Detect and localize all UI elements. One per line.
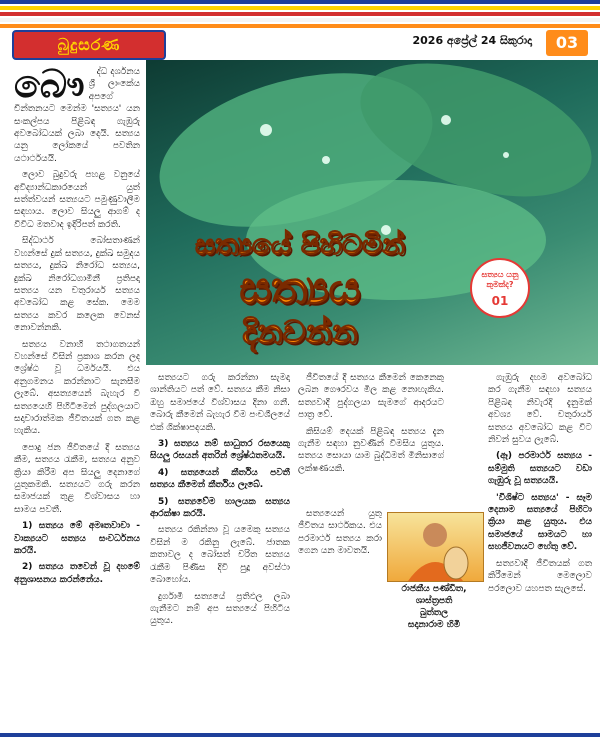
masthead-title: බුදුසරණ bbox=[57, 35, 121, 54]
column2-paragraph: සත්‍යයට ගරු කරන්නා සැමදා ශාන්තියට පත් වේ. සත්‍යය කීම නිසා ඔහු සමාජයේ විශ්වාසය දිනා ගනී. බොරු කීමෙන් බැහැර වීම පංචශීලයේ එක් ශික්ෂාපදයකි. bbox=[150, 373, 290, 433]
headline-line-1: සත්‍යයේ පිහිටමින් bbox=[195, 228, 405, 261]
author-photo bbox=[387, 512, 484, 582]
author-caption bbox=[384, 583, 484, 631]
column3-paragraph: කිසියම් දෙයක් පිළිබඳ සත්‍යය දැන ගැනීම සඳහා නුවණින් විමසිය යුතුය. සත්‍යය සොයා යාම බුද්ධිමත් මිනිසාගේ ලක්ෂණයකි. bbox=[298, 426, 444, 474]
header-stripe-orange bbox=[0, 24, 600, 28]
column1-paragraph: පොදු ජන ජීවිතයේ දී සත්‍යය කීම, සත්‍යය රැකීම, සත්‍යය අනුව ක්‍රියා කිරීම අප සියලු දෙනාගේ යුතුකමකි. සත්‍යයට ගරු කරන සමාජයක් තුළ විශ්වාසය හා සාමය පවතී. bbox=[14, 442, 140, 515]
column3-paragraph: ජීවිතයේ දී සත්‍යය කීමෙන් කෙනෙකු ලබන ගෞරවය මිල කළ නොහැකිය. සත්‍යවාදී පුද්ගලයා සැමගේ ආදරයට පාත්‍ර වේ. bbox=[298, 373, 444, 421]
column2-point: 3) සත්‍යය නම් සාධුතර රසයෙකු සියලු රසයන් අතරින් ශ්‍රේෂ්ඨතමයයි. bbox=[150, 439, 290, 462]
article-column-4 bbox=[488, 372, 592, 728]
header-stripe-blue bbox=[0, 0, 600, 4]
column1-paragraph: ලොව බුදුවරු පහළ වනුයේ අවිද්‍යාන්ධකාරයෙන් යුත් සත්ත්වයන් සත්‍යයට පමුණුවාලීම සඳහාය. ලොව සියලු ආගම් ද විවිධ මතවාද ඉදිරිපත් කරති. bbox=[14, 170, 140, 230]
author-name-2: සදානාරාම හිමි bbox=[407, 620, 461, 630]
column4-subhead: (ඈ) පරමාර්ථ සත්‍යය - සම්මුති සත්‍යයට වඩා ගැඹුරු වූ සත්‍යයයි. bbox=[488, 451, 592, 487]
author-title-1: රාජකීය පණ්ඩිත, bbox=[401, 584, 467, 594]
article-column-2 bbox=[150, 372, 290, 728]
column1-paragraph: ද්ධ දර්ශනය ශ්‍රී ලාංකේය අපගේ චින්තනයට මෙන්ම 'සත්‍යය' යන සංකල්පය පිළිබඳ ගැඹුරු අවබෝධයක් ලබා දෙයි. සත්‍යය යනු ලෝකයේ පවතින යථාර්ථයයි. bbox=[14, 67, 140, 164]
badge-number: 01 bbox=[491, 294, 509, 308]
column1-point: 2) සත්‍යය තවෙන් වූ දහමේ අනුශාසනය කරන්නේය. bbox=[14, 562, 140, 585]
column1-paragraph: සිද්ධාර්ථ බෝසතාණන් වහන්සේ දුක් සත්‍යය, දුක්ඛ සමුදය සත්‍යය, දුක්ඛ නිරෝධ සත්‍යය, දුක්ඛ නිරෝධගාමිනී ප්‍රතිපදා සත්‍යය යන චතුරාර්ය සත්‍යය අවබෝධ කළ සේක. මෙම සත්‍යය කවර කලෙක වෙනස් නොවන්නකි. bbox=[14, 236, 140, 334]
column4-paragraph: ගැඹුරු දහම අවබෝධ කර ගැනීම සඳහා සත්‍යය පිළිබඳ නිවැරදි දැනුමක් අවශ්‍ය වේ. චතුරාර්ය සත්‍යය අවබෝධ කළ විට නිවන් සුවය ලැබේ. bbox=[488, 373, 592, 446]
drop-cap: බෞ bbox=[14, 66, 85, 106]
author-title-2: ශාස්ත්‍රපති bbox=[415, 596, 453, 606]
article-column-3-top bbox=[298, 372, 444, 504]
masthead bbox=[12, 30, 166, 60]
column2-point: 4) සත්‍යයෙන් කීර්තිය පවතී සත්‍යය කීමෙන් කීර්තිය ලැබේ. bbox=[150, 467, 290, 491]
author-name-1: බුත්තල bbox=[420, 608, 448, 618]
badge-question: සත්‍යය යනු කුමක්ද? bbox=[481, 270, 519, 289]
headline-line-3: දිනවන්න bbox=[242, 313, 358, 351]
column3-paragraph: සත්‍යයෙන් යුතු ජීවිතය සාර්ථකය. එය පරමාර්ථ සත්‍යය කරා ගෙන යන මාවතයි. bbox=[298, 509, 382, 557]
column2-paragraph: දුර්ගාමී සත්‍යයේ ප්‍රතිඵල ලබා ගැනීමට නම් අප සත්‍යයේ පිහිටිය යුතුය. bbox=[150, 591, 290, 627]
article-column-1 bbox=[14, 66, 140, 728]
column2-point: 5) සත්‍යවේම හාලයක සත්‍යය ආරක්ෂා කරයි. bbox=[150, 496, 290, 520]
header-stripe-yellow bbox=[0, 6, 600, 10]
header-stripe-white bbox=[0, 18, 600, 22]
monk-portrait-illustration bbox=[388, 513, 483, 581]
column4-subhead: 'විශිෂ්ට සත්‍යය' - සෑම දෙනාම සත්‍යයේ පිහිටා ක්‍රියා කළ යුතුය. එය සමාජයේ සාමයට හා සහජීවනයට හේතු වේ. bbox=[488, 492, 592, 553]
header-stripe-red bbox=[0, 12, 600, 16]
column1-point: 1) සත්‍යය මේ අමෘතවාචා - වාක්‍යයට සත්‍යය සංවර්ධනය කරයි. bbox=[14, 521, 140, 557]
article-column-3-bottom bbox=[298, 508, 382, 728]
series-badge bbox=[470, 258, 530, 318]
issue-date: 2026 අප්‍රේල් 24 සිකුරාදා bbox=[412, 34, 532, 47]
headline-line-2: සත්‍යය bbox=[239, 263, 361, 314]
column4-paragraph: සත්‍යවාදී ජීවිතයක් ගත කිරීමෙන් මෙලොව පරලොව යහපත සැලසේ. bbox=[488, 558, 592, 594]
column1-paragraph: සත්‍යය වනාහි තථාගතයන් වහන්සේ විසින් ප්‍රකාශ කරන ලද ශ්‍රේෂ්ඨ වූ ධර්මයයි. එය අනුගමනය කරන්නාට සැනසීම ලැබේ. අසත්‍යයෙන් බැහැර වී සත්‍යයෙහි පිහිටීමෙන් පුද්ගලයාට සදාචාරාත්මක ජීවිතයක් ගත කළ හැකිය. bbox=[14, 339, 140, 437]
page-number: 03 bbox=[546, 30, 588, 56]
footer-rule bbox=[0, 733, 600, 737]
page-header bbox=[0, 0, 600, 60]
column2-paragraph: සත්‍යය රකින්නා වූ යමෙකු සත්‍යය විසින් ම රකිනු ලැබේ. ජාතක කතාවල ද බෝසත් චරිත සත්‍යය රැකීම පිණිස දිවි පුදූ අවස්ථා බොහෝය. bbox=[150, 525, 290, 586]
